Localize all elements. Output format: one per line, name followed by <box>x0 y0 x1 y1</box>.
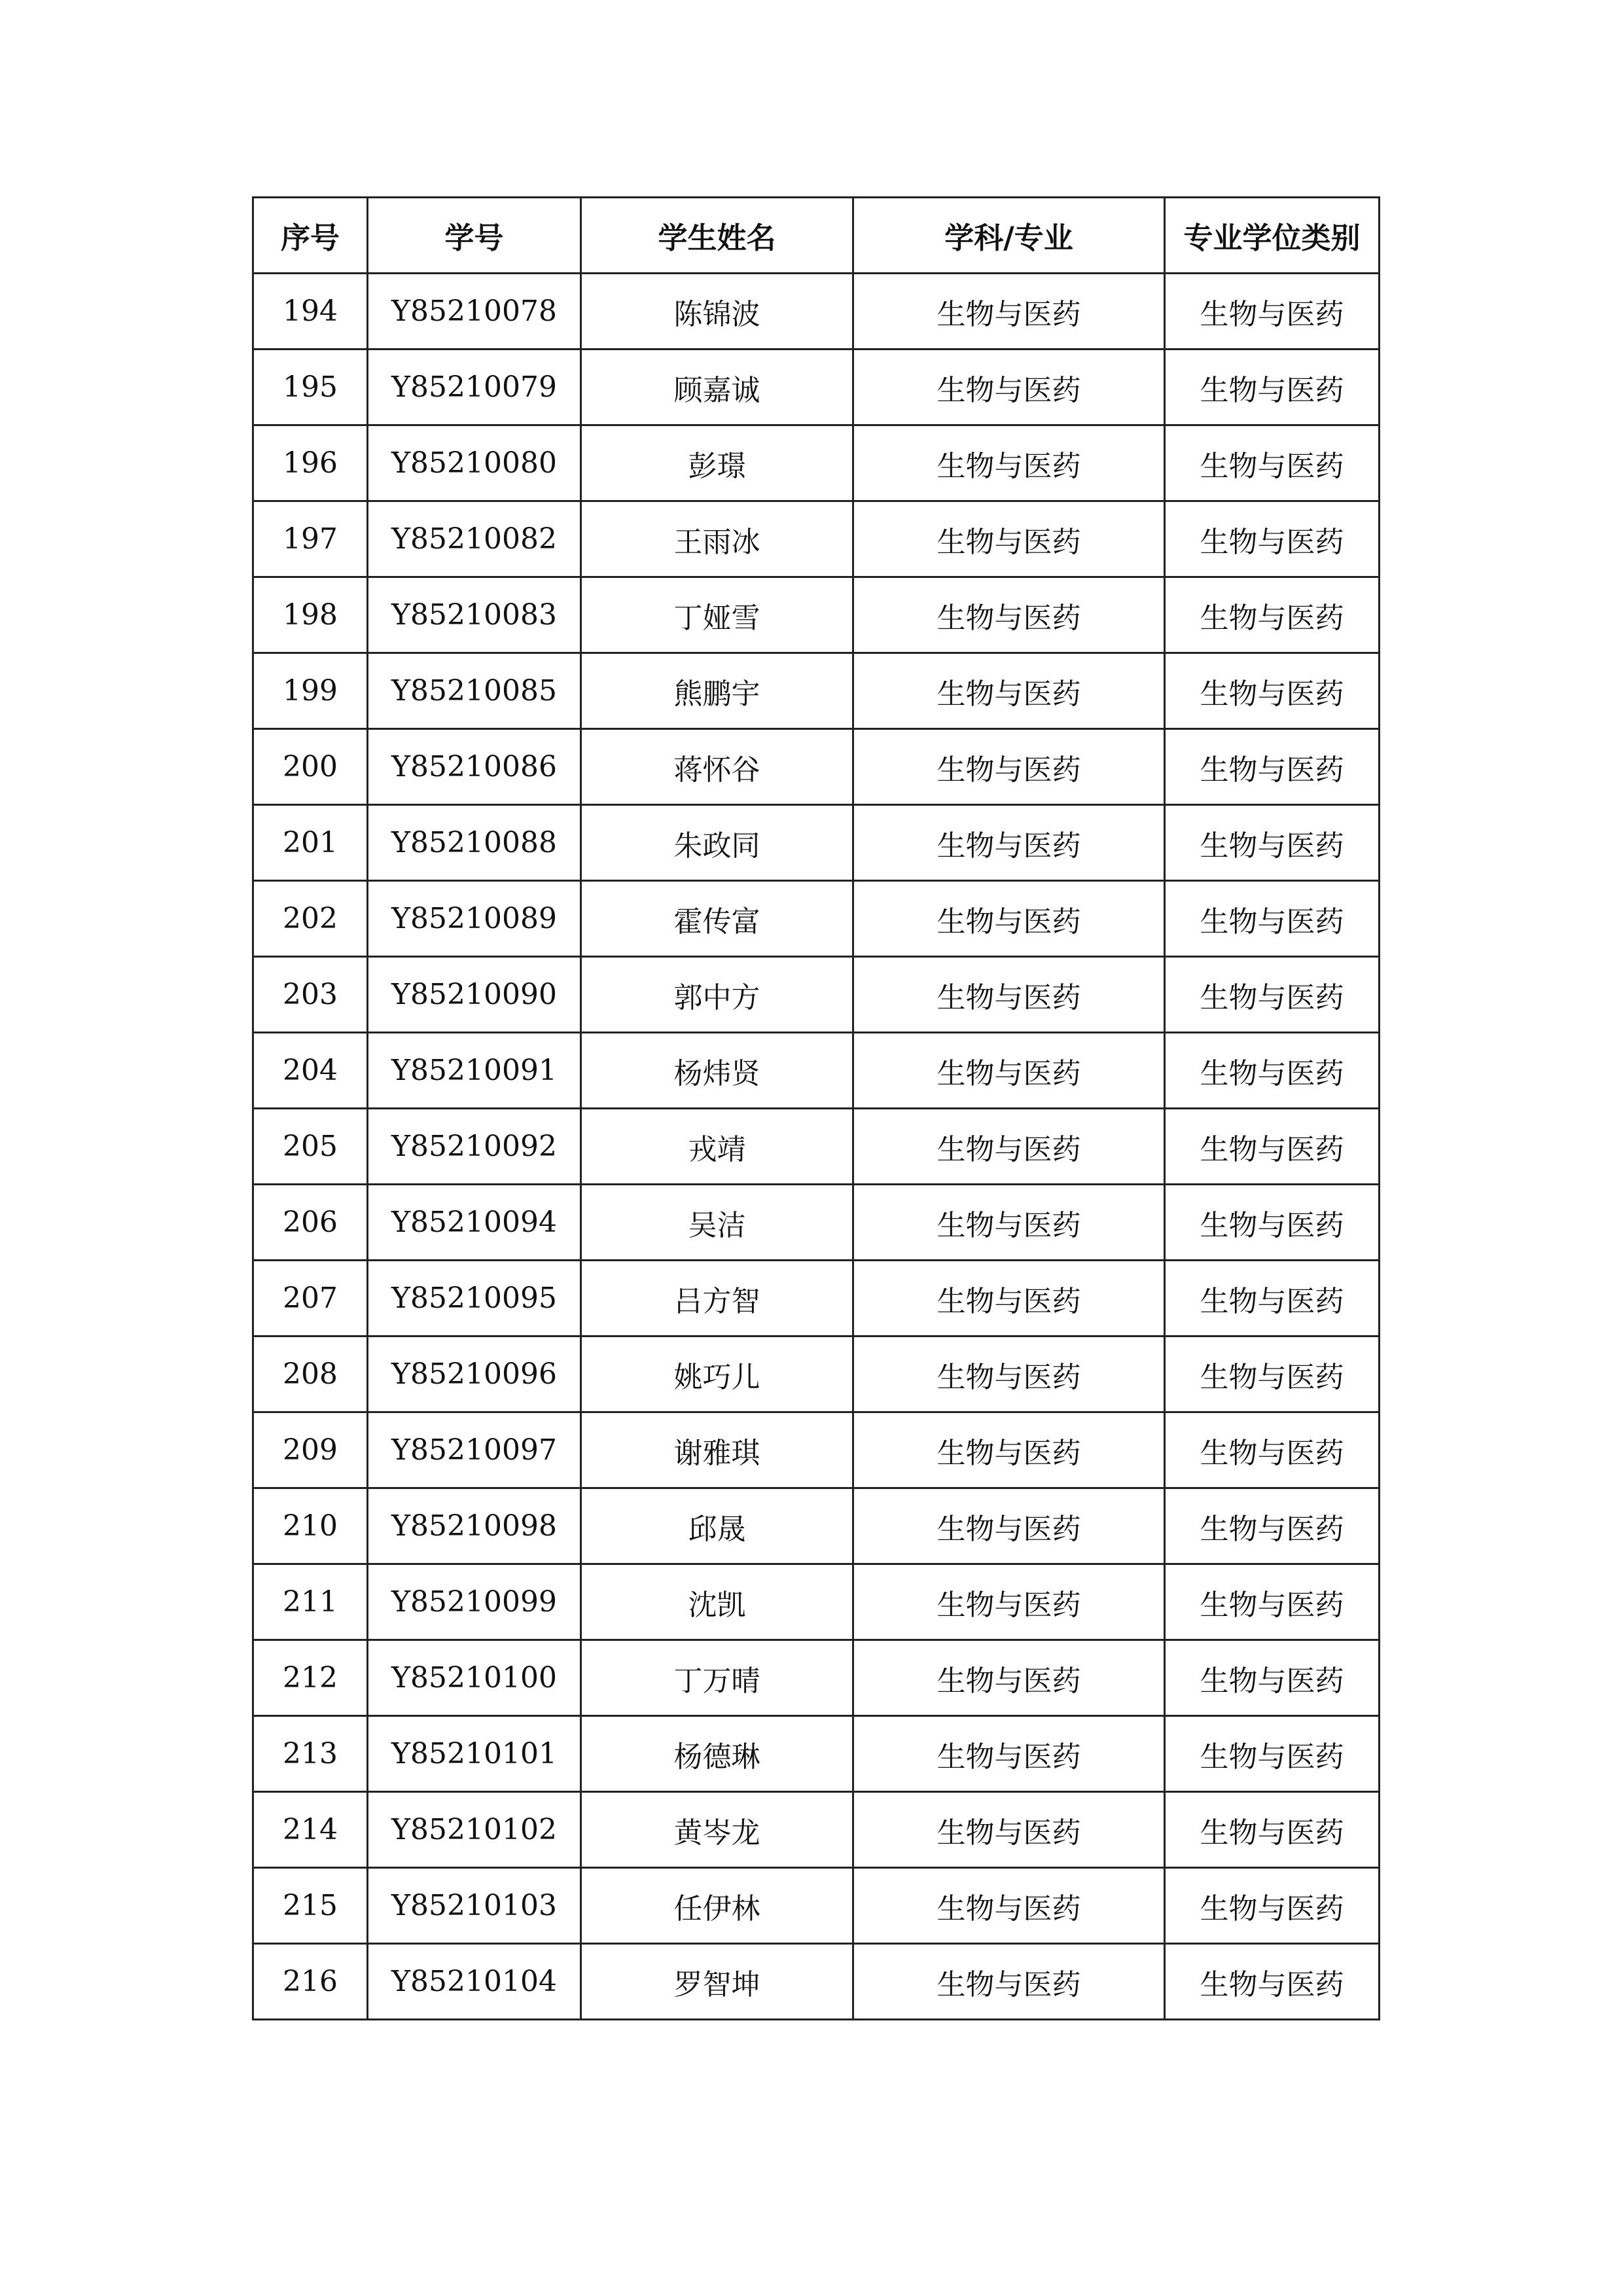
table-body <box>253 274 1380 2020</box>
table-row <box>253 1944 1380 2020</box>
cell-student-id: Y85210078 <box>368 274 581 350</box>
cell-seq: 216 <box>253 1944 368 2020</box>
cell-discipline: 生物与医药 <box>853 957 1165 1033</box>
cell-student-id: Y85210083 <box>368 577 581 653</box>
cell-student-name: 郭中方 <box>581 957 853 1033</box>
cell-student-name: 彭璟 <box>581 425 853 501</box>
header-discipline: 学科/专业 <box>853 198 1165 274</box>
cell-seq: 198 <box>253 577 368 653</box>
cell-discipline: 生物与医药 <box>853 350 1165 425</box>
cell-discipline: 生物与医药 <box>853 881 1165 957</box>
table-row <box>253 1412 1380 1488</box>
cell-degree-category: 生物与医药 <box>1165 501 1380 577</box>
cell-student-name: 谢雅琪 <box>581 1412 853 1488</box>
header-degree-category: 专业学位类别 <box>1165 198 1380 274</box>
cell-degree-category: 生物与医药 <box>1165 1868 1380 1944</box>
cell-discipline: 生物与医药 <box>853 1109 1165 1185</box>
cell-student-name: 吴洁 <box>581 1185 853 1261</box>
cell-discipline: 生物与医药 <box>853 274 1165 350</box>
cell-student-id: Y85210099 <box>368 1564 581 1640</box>
cell-degree-category: 生物与医药 <box>1165 805 1380 881</box>
cell-student-name: 丁娅雪 <box>581 577 853 653</box>
cell-seq: 200 <box>253 729 368 805</box>
cell-discipline: 生物与医药 <box>853 653 1165 729</box>
cell-student-id: Y85210079 <box>368 350 581 425</box>
cell-seq: 206 <box>253 1185 368 1261</box>
table-row <box>253 1716 1380 1792</box>
table-row <box>253 1109 1380 1185</box>
header-student-id: 学号 <box>368 198 581 274</box>
cell-discipline: 生物与医药 <box>853 577 1165 653</box>
cell-seq: 199 <box>253 653 368 729</box>
table-row <box>253 653 1380 729</box>
table-row <box>253 1185 1380 1261</box>
cell-student-name: 邱晟 <box>581 1488 853 1564</box>
cell-student-name: 霍传富 <box>581 881 853 957</box>
cell-seq: 210 <box>253 1488 368 1564</box>
cell-student-name: 杨炜贤 <box>581 1033 853 1109</box>
cell-degree-category: 生物与医药 <box>1165 1488 1380 1564</box>
cell-student-name: 戎靖 <box>581 1109 853 1185</box>
cell-student-name: 顾嘉诚 <box>581 350 853 425</box>
cell-student-id: Y85210080 <box>368 425 581 501</box>
cell-student-id: Y85210090 <box>368 957 581 1033</box>
cell-discipline: 生物与医药 <box>853 1792 1165 1868</box>
cell-discipline: 生物与医药 <box>853 1412 1165 1488</box>
cell-student-id: Y85210097 <box>368 1412 581 1488</box>
cell-student-id: Y85210104 <box>368 1944 581 2020</box>
cell-degree-category: 生物与医药 <box>1165 1033 1380 1109</box>
cell-seq: 195 <box>253 350 368 425</box>
cell-student-name: 吕方智 <box>581 1261 853 1336</box>
cell-seq: 201 <box>253 805 368 881</box>
cell-degree-category: 生物与医药 <box>1165 425 1380 501</box>
cell-seq: 212 <box>253 1640 368 1716</box>
cell-degree-category: 生物与医药 <box>1165 1716 1380 1792</box>
cell-degree-category: 生物与医药 <box>1165 577 1380 653</box>
student-roster-table <box>252 196 1380 2020</box>
table-row <box>253 274 1380 350</box>
cell-student-name: 王雨冰 <box>581 501 853 577</box>
cell-student-id: Y85210095 <box>368 1261 581 1336</box>
cell-seq: 203 <box>253 957 368 1033</box>
cell-discipline: 生物与医药 <box>853 425 1165 501</box>
table-row <box>253 425 1380 501</box>
table-row <box>253 881 1380 957</box>
table-row <box>253 957 1380 1033</box>
table-row <box>253 1033 1380 1109</box>
cell-seq: 214 <box>253 1792 368 1868</box>
cell-seq: 208 <box>253 1336 368 1412</box>
cell-degree-category: 生物与医药 <box>1165 1564 1380 1640</box>
cell-degree-category: 生物与医药 <box>1165 881 1380 957</box>
cell-discipline: 生物与医药 <box>853 1868 1165 1944</box>
cell-seq: 205 <box>253 1109 368 1185</box>
cell-discipline: 生物与医药 <box>853 1185 1165 1261</box>
cell-discipline: 生物与医药 <box>853 805 1165 881</box>
cell-degree-category: 生物与医药 <box>1165 653 1380 729</box>
cell-student-id: Y85210102 <box>368 1792 581 1868</box>
cell-degree-category: 生物与医药 <box>1165 1944 1380 2020</box>
cell-discipline: 生物与医药 <box>853 1261 1165 1336</box>
cell-degree-category: 生物与医药 <box>1165 1640 1380 1716</box>
cell-seq: 196 <box>253 425 368 501</box>
cell-discipline: 生物与医药 <box>853 1488 1165 1564</box>
cell-seq: 213 <box>253 1716 368 1792</box>
cell-discipline: 生物与医药 <box>853 1640 1165 1716</box>
cell-student-id: Y85210088 <box>368 805 581 881</box>
cell-student-name: 蒋怀谷 <box>581 729 853 805</box>
cell-discipline: 生物与医药 <box>853 1716 1165 1792</box>
cell-student-id: Y85210098 <box>368 1488 581 1564</box>
cell-student-name: 杨德琳 <box>581 1716 853 1792</box>
cell-student-name: 沈凯 <box>581 1564 853 1640</box>
cell-student-id: Y85210100 <box>368 1640 581 1716</box>
cell-student-id: Y85210092 <box>368 1109 581 1185</box>
table-row <box>253 729 1380 805</box>
cell-discipline: 生物与医药 <box>853 1033 1165 1109</box>
header-student-name: 学生姓名 <box>581 198 853 274</box>
cell-seq: 197 <box>253 501 368 577</box>
cell-seq: 211 <box>253 1564 368 1640</box>
cell-seq: 194 <box>253 274 368 350</box>
cell-degree-category: 生物与医药 <box>1165 350 1380 425</box>
cell-degree-category: 生物与医药 <box>1165 1336 1380 1412</box>
cell-student-id: Y85210086 <box>368 729 581 805</box>
table-row <box>253 501 1380 577</box>
cell-degree-category: 生物与医药 <box>1165 1109 1380 1185</box>
cell-degree-category: 生物与医药 <box>1165 1261 1380 1336</box>
table-row <box>253 805 1380 881</box>
cell-student-id: Y85210082 <box>368 501 581 577</box>
table-row <box>253 1792 1380 1868</box>
table-row <box>253 1336 1380 1412</box>
table-row <box>253 350 1380 425</box>
cell-student-name: 熊鹏宇 <box>581 653 853 729</box>
table-row <box>253 577 1380 653</box>
cell-discipline: 生物与医药 <box>853 501 1165 577</box>
cell-seq: 204 <box>253 1033 368 1109</box>
cell-student-name: 黄岑龙 <box>581 1792 853 1868</box>
cell-degree-category: 生物与医药 <box>1165 729 1380 805</box>
cell-discipline: 生物与医药 <box>853 1564 1165 1640</box>
cell-degree-category: 生物与医药 <box>1165 1792 1380 1868</box>
cell-student-id: Y85210085 <box>368 653 581 729</box>
cell-student-name: 陈锦波 <box>581 274 853 350</box>
table-row <box>253 1564 1380 1640</box>
cell-student-id: Y85210089 <box>368 881 581 957</box>
cell-student-id: Y85210096 <box>368 1336 581 1412</box>
cell-discipline: 生物与医药 <box>853 1336 1165 1412</box>
table-row <box>253 1261 1380 1336</box>
table-header-row <box>253 198 1380 274</box>
cell-student-id: Y85210094 <box>368 1185 581 1261</box>
cell-discipline: 生物与医药 <box>853 729 1165 805</box>
table-row <box>253 1488 1380 1564</box>
cell-student-id: Y85210103 <box>368 1868 581 1944</box>
cell-student-id: Y85210091 <box>368 1033 581 1109</box>
cell-degree-category: 生物与医药 <box>1165 1185 1380 1261</box>
cell-student-id: Y85210101 <box>368 1716 581 1792</box>
table-row <box>253 1868 1380 1944</box>
cell-student-name: 罗智坤 <box>581 1944 853 2020</box>
cell-discipline: 生物与医药 <box>853 1944 1165 2020</box>
header-seq: 序号 <box>253 198 368 274</box>
table-row <box>253 1640 1380 1716</box>
cell-seq: 207 <box>253 1261 368 1336</box>
cell-seq: 202 <box>253 881 368 957</box>
cell-student-name: 任伊林 <box>581 1868 853 1944</box>
cell-student-name: 丁万晴 <box>581 1640 853 1716</box>
cell-student-name: 姚巧儿 <box>581 1336 853 1412</box>
cell-seq: 209 <box>253 1412 368 1488</box>
cell-seq: 215 <box>253 1868 368 1944</box>
cell-degree-category: 生物与医药 <box>1165 274 1380 350</box>
cell-degree-category: 生物与医药 <box>1165 1412 1380 1488</box>
cell-student-name: 朱政同 <box>581 805 853 881</box>
cell-degree-category: 生物与医药 <box>1165 957 1380 1033</box>
